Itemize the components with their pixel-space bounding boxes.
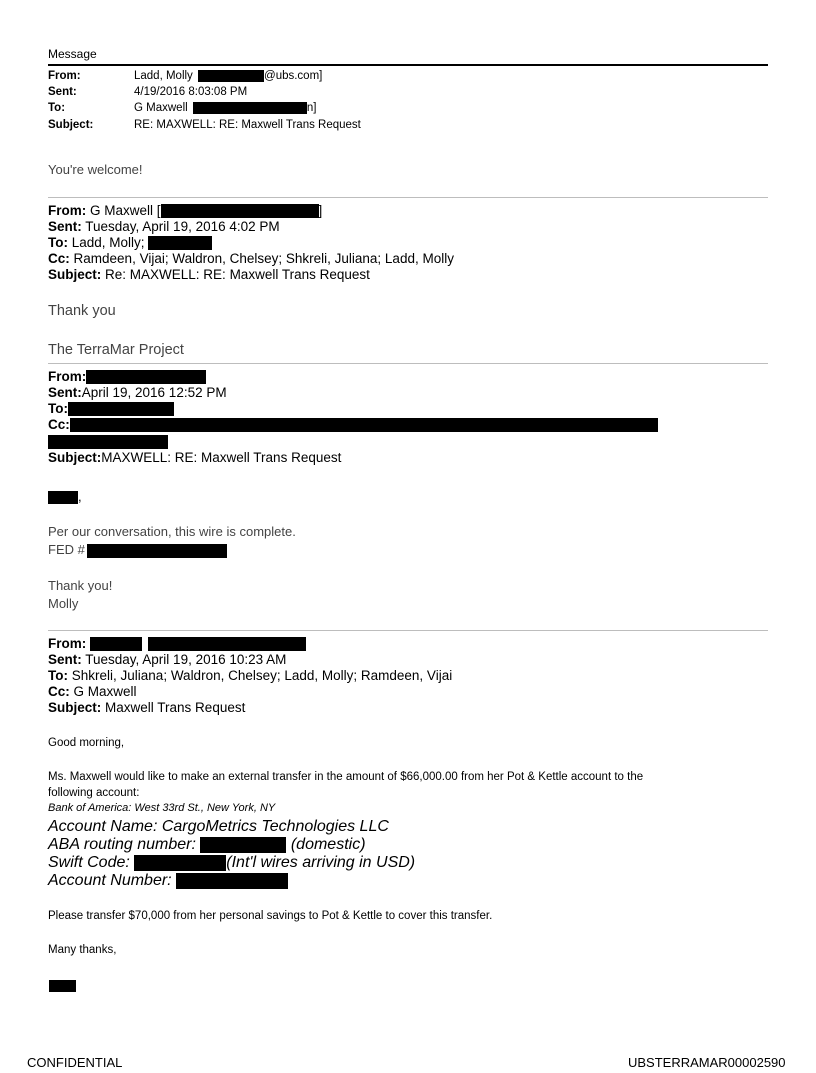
email4-to-value: Shkreli, Juliana; Waldron, Chelsey; Ladd, Molly; Ramdeen, Vijai [71, 668, 453, 683]
redaction [148, 637, 306, 651]
email4-subject-value: Maxwell Trans Request [105, 700, 246, 715]
email2-subject-label: Subject: [48, 267, 102, 282]
header-to-suffix: n] [306, 102, 317, 114]
redaction [193, 102, 307, 114]
redaction [49, 980, 76, 992]
redaction [87, 544, 227, 558]
footer-bates-number: UBSTERRAMAR00002590 [628, 1055, 786, 1070]
email3-subject-label: Subject: [48, 450, 102, 465]
email2-cc-value: Ramdeen, Vijai; Waldron, Chelsey; Shkreli, Juliana; Ladd, Molly [73, 251, 454, 266]
email4-acct-row [48, 872, 288, 890]
email2-body: Thank you [48, 303, 116, 319]
redaction [86, 370, 206, 384]
header-subject-row [48, 117, 361, 134]
redaction [90, 637, 142, 651]
email4-swift-note: (Int'l wires arriving in USD) [226, 854, 416, 871]
email2-sent-label: Sent: [48, 219, 82, 234]
email4-swift-row [48, 854, 415, 872]
email4-greeting: Good morning, [48, 737, 125, 749]
email2-from-close: ] [318, 203, 323, 218]
email3-greeting [48, 489, 82, 504]
email2-to-row [48, 235, 212, 252]
email3-cc-row [48, 417, 658, 434]
redaction [68, 402, 174, 416]
header-from-suffix: @ubs.com] [264, 70, 323, 82]
email2-subject-value: Re: MAXWELL: RE: Maxwell Trans Request [105, 267, 370, 282]
email4-para2: Please transfer $70,000 from her personal savings to Pot & Kettle to cover this transfer. [48, 910, 493, 922]
email4-aba-row [48, 836, 366, 854]
email3-thanks: Thank you! [48, 578, 113, 593]
redaction [48, 435, 168, 449]
divider [48, 363, 768, 364]
email2-cc-row [48, 251, 454, 268]
email4-para1-line2: following account: [48, 787, 140, 799]
email3-from-label: From: [48, 369, 87, 384]
email2-sent-row [48, 219, 280, 236]
email4-sent-row [48, 652, 286, 669]
redaction [134, 855, 226, 871]
email3-greeting-suffix: , [78, 489, 82, 504]
email3-to-label: To: [48, 401, 68, 416]
redaction [70, 418, 658, 432]
header-sent-value: 4/19/2016 8:03:08 PM [134, 86, 248, 98]
header-rule [48, 64, 768, 66]
email4-subject-label: Subject: [48, 700, 102, 715]
email4-closing: Many thanks, [48, 944, 117, 956]
email4-bank: Bank of America: West 33rd St., New York, NY [48, 802, 276, 814]
email4-aba-note: (domestic) [290, 836, 366, 853]
email2-signature: The TerraMar Project [48, 342, 184, 358]
header-from-label: From: [48, 70, 81, 82]
redaction [200, 837, 286, 853]
reply-text: You're welcome! [48, 162, 143, 177]
email3-fed-label: FED # [48, 542, 85, 557]
email3-sent-value: April 19, 2016 12:52 PM [81, 385, 227, 400]
email4-from-label: From: [48, 636, 87, 651]
divider [48, 197, 768, 198]
email4-subject-row [48, 700, 245, 717]
email2-to-value: Ladd, Molly; [71, 235, 145, 250]
email2-from-label: From: [48, 203, 87, 218]
email3-to-row [48, 401, 174, 418]
email3-sent-label: Sent: [48, 385, 82, 400]
email3-fed-row [48, 542, 227, 558]
header-to-row [48, 100, 316, 117]
email4-sent-label: Sent: [48, 652, 82, 667]
email2-sent-value: Tuesday, April 19, 2016 4:02 PM [85, 219, 280, 234]
divider [48, 630, 768, 631]
email4-cc-label: Cc: [48, 684, 70, 699]
email3-name: Molly [48, 596, 79, 611]
email4-from-row [48, 636, 306, 653]
message-title: Message [48, 47, 97, 61]
email2-to-label: To: [48, 235, 68, 250]
email3-subject-value: MAXWELL: RE: Maxwell Trans Request [101, 450, 342, 465]
header-from-row [48, 68, 322, 85]
email4-account-name: Account Name: CargoMetrics Technologies LLC [48, 818, 389, 835]
email4-cc-value: G Maxwell [73, 684, 137, 699]
email3-line1: Per our conversation, this wire is complete. [48, 524, 296, 539]
email3-cc-label: Cc: [48, 417, 70, 432]
footer-confidential: CONFIDENTIAL [27, 1055, 123, 1070]
redaction [176, 873, 288, 889]
email4-aba-label: ABA routing number: [48, 836, 196, 853]
email2-subject-row [48, 267, 370, 284]
redaction [198, 70, 264, 82]
email4-acct-label: Account Number: [48, 872, 172, 889]
header-subject-value: RE: MAXWELL: RE: Maxwell Trans Request [134, 119, 361, 131]
redaction [148, 236, 212, 250]
email4-to-label: To: [48, 668, 68, 683]
header-sent-row [48, 84, 247, 101]
email2-from-row [48, 203, 322, 220]
redaction [48, 491, 78, 504]
email3-from-row [48, 369, 206, 386]
email4-to-row [48, 668, 452, 685]
email3-sent-row [48, 385, 227, 402]
header-from-value: Ladd, Molly [134, 70, 193, 82]
redaction [161, 204, 319, 218]
header-sent-label: Sent: [48, 86, 77, 98]
email3-subject-row [48, 450, 341, 467]
header-subject-label: Subject: [48, 119, 94, 131]
email4-sent-value: Tuesday, April 19, 2016 10:23 AM [85, 652, 287, 667]
header-to-label: To: [48, 102, 66, 114]
email4-para1-line1: Ms. Maxwell would like to make an external transfer in the amount of $66,000.00 from her Pot & Kettle account to the [48, 771, 644, 783]
email2-cc-label: Cc: [48, 251, 70, 266]
header-to-value: G Maxwell [134, 102, 188, 114]
email4-cc-row [48, 684, 137, 701]
email4-swift-label: Swift Code: [48, 854, 130, 871]
email2-from-value: G Maxwell [ [90, 203, 161, 218]
